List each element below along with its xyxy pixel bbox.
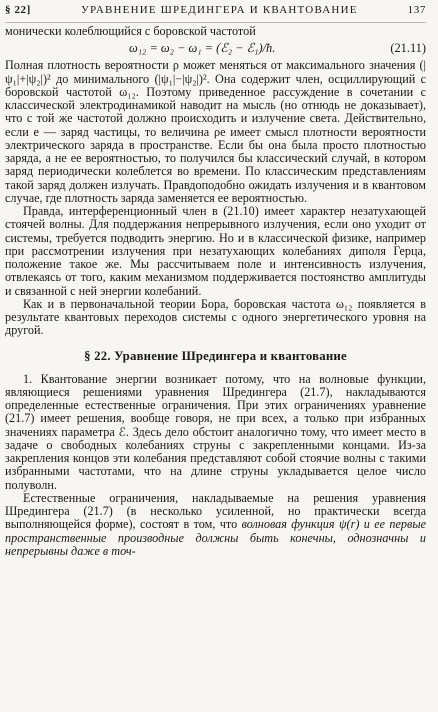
equation-number: (21.11) <box>390 41 426 56</box>
page-number: 137 <box>407 4 426 16</box>
paragraph-interference: Правда, интерференционный член в (21.10) имеет характер незатухающей стоячей волны. Для поддержания непрерывного излучения, если оно уходит от системы, требуется подводить энергию. Но и в классической физике, например при рассмотрении излучения при незатухающих колебаниях диполя Герца, положение такое же. Мы рассчитываем поле и интенсивность излучения, отвлекаясь от того, каким механизмом поддерживается постоянство амплитуды и связанной с ней энергии колебаний. <box>5 204 426 298</box>
equation-21-11 <box>5 38 426 59</box>
paragraph-quantization: 1. Квантование энергии возникает потому, что на волновые функции, являющиеся решениями уравнения Шредингера (21.7), накладываются определенные естественные ограничения. При этих ограничениях уравнение (21.7) имеет решения, вообще говоря, не при всех, а только при избранных значениях параметра ℰ. Здесь дело обстоит аналогично тому, что имеет место в задаче о свободных колебаниях струны с закрепленными концами. Из-за закрепления концов эти колебания представляют собой стоячие волны с такими избранными частотами, что на длине струны укладывается целое число полуволн. <box>5 371 426 492</box>
header-title: УРАВНЕНИЕ ШРЕДИНГЕРА И КВАНТОВАНИЕ <box>80 4 358 16</box>
paragraph-density: Полная плотность вероятности ρ может меняться от максимального значения (|ψ₁|+|ψ₂|)² до минимального (|ψ₁|−|ψ₂|)². Она содержит член, осциллирующий с боровской частотой ω₁₂. Поэтому приведенное рассуждение в сочетании с классической электродинамикой наводит на мысль (но отнюдь не доказывает), что с той же частотой должно происходить и излучение света. Действительно, если e — заряд частицы, то величина ρe имеет смысл плотности вероятности электрического заряда в пространстве. Если бы она была просто плотностью заряда, а не ее вероятностью, то получился бы классический случай, в котором заряд периодически колеблется во времени. По классическим представлениям такой заряд должен излучать. Правдоподобно ожидать излучения и в квантовом случае, где плотность заряда заменяется ее вероятностью. <box>5 58 426 205</box>
header-section: § 22] <box>5 4 31 16</box>
paragraph-bohr: Как и в первоначальной теории Бора, боровская частота ω₁₂ появляется в результате квантовых переходов системы с одного энергетического уровня на другой. <box>5 296 426 338</box>
paragraph-natural-constraints <box>5 492 426 558</box>
constraints-italic-text: волновая функция ψ(r) и ее первые пространственные производные должны быть конечны, однозначны и непрерывны даже в точ- <box>5 517 426 558</box>
constraints-plain-text: Естественные ограничения, накладываемые на решения уравнения Шредингера (21.7) (в несколько усиленной, но практически всегда выполняющейся форме), состоят в том, что <box>5 490 426 532</box>
equation-text: ω₁₂ = ω₂ − ω₁ = (ℰ₂ − ℰ₁)/ħ. <box>129 41 276 56</box>
intro-line: монически колеблющийся с боровской частотой <box>5 24 256 38</box>
running-header <box>5 4 426 23</box>
section-heading: § 22. Уравнение Шредингера и квантование <box>84 348 347 363</box>
